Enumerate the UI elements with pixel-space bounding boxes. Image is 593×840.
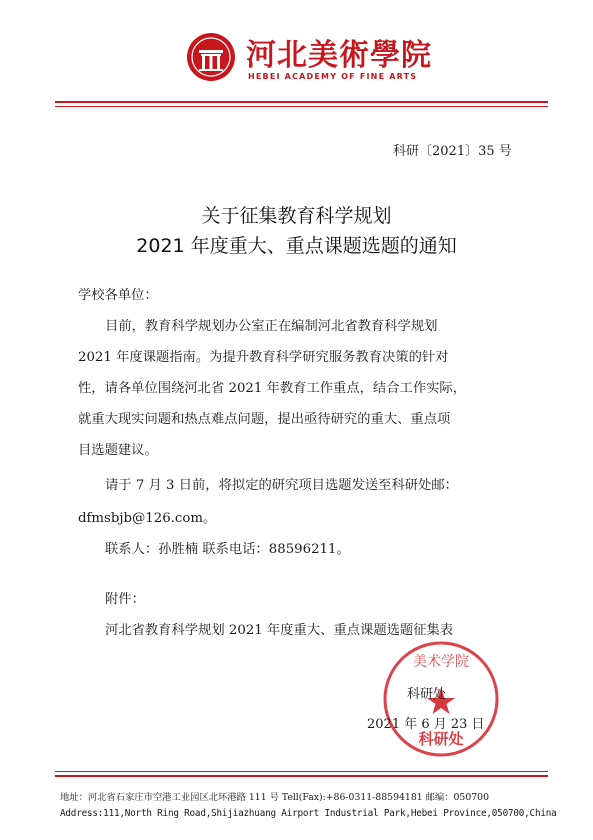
paragraph-line: 2021 年度课题指南。为提升教育科学研究服务教育决策的针对: [78, 350, 449, 365]
footer-address-cn: 地址：河北省石家庄市空港工业园区北环港路 111 号 Tell(Fax):+86-0311-88594181 邮编：050700: [60, 792, 489, 803]
paragraph-line: 目选题建议。: [78, 443, 158, 458]
attachment-label: 附件：: [105, 592, 145, 607]
stamp-bottom-text: 科研处: [418, 730, 464, 748]
paragraph-line: 目前，教育科学规划办公室正在编制河北省教育科学规划: [105, 319, 438, 334]
contact-info: 联系人：孙胜楠 联系电话：88596211。: [105, 542, 350, 557]
issuing-department: 科研处: [407, 687, 447, 702]
header-rule-top: [55, 101, 548, 103]
issue-date: 2021 年 6 月 23 日: [367, 717, 485, 732]
email-address: dfmsbjb@126.com。: [78, 511, 217, 526]
footer-rule-bottom: [55, 775, 548, 777]
footer-address-en: Address:111,North Ring Road,Shijiazhuang Airport Industrial Park,Hebei Province,050700,China: [60, 808, 557, 819]
stamp-arc-text: 美术学院: [413, 654, 469, 670]
document-number: 科研〔2021〕35 号: [393, 144, 512, 159]
footer-rule-top: [55, 771, 548, 772]
notice-title-line-1: 关于征集教育科学规划: [201, 205, 392, 227]
salutation: 学校各单位：: [78, 288, 158, 303]
notice-title-line-2: 2021 年度重大、重点课题选题的通知: [136, 235, 457, 257]
attachment-title: 河北省教育科学规划 2021 年度重大、重点课题选题征集表: [105, 623, 454, 638]
paragraph-line: 就重大现实问题和热点难点问题，提出亟待研究的重大、重点项: [78, 412, 451, 427]
paragraph-line: 请于 7 月 3 日前，将拟定的研究项目选题发送至科研处邮：: [105, 478, 458, 493]
paragraph-line: 性，请各单位围绕河北省 2021 年教育工作重点，结合工作实际，: [78, 381, 467, 396]
school-logo-icon: [186, 32, 236, 82]
school-name-cn: 河北美術學院: [246, 38, 432, 73]
header-rule-bottom: [55, 106, 548, 107]
school-name-en: HEBEI ACADEMY OF FINE ARTS: [248, 72, 418, 81]
